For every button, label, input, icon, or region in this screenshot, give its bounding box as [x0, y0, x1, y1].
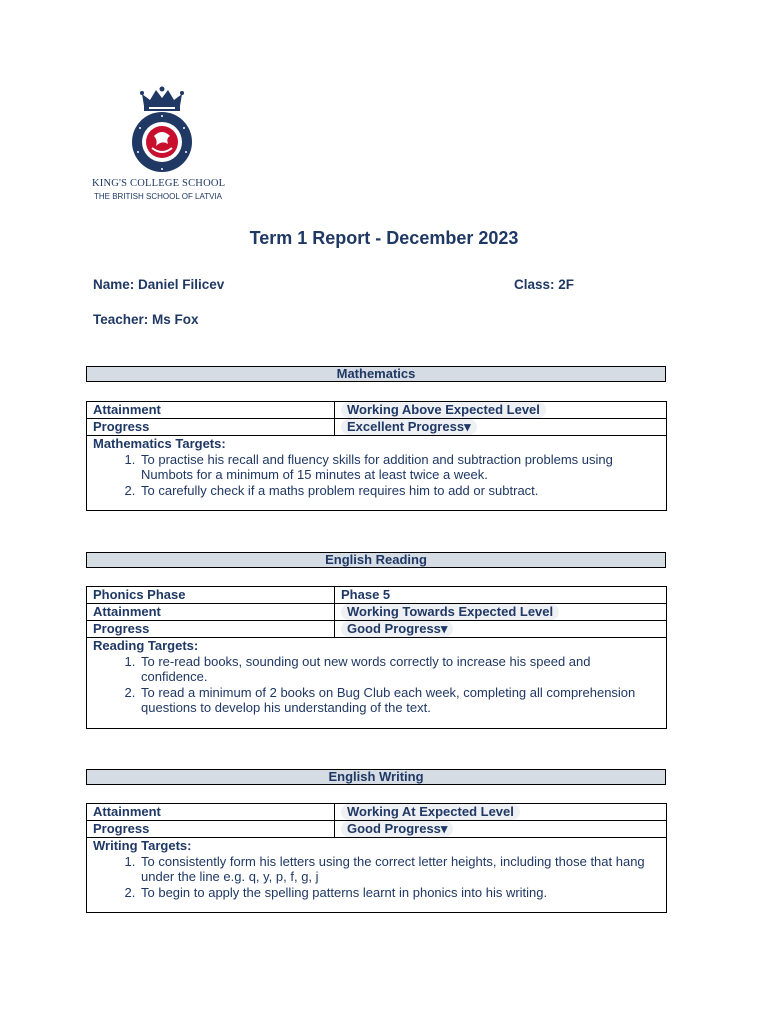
phonics-value: Phase 5	[335, 587, 667, 604]
attainment-value[interactable]: Working Above Expected Level	[341, 402, 546, 418]
dropdown-arrow-icon: ▾	[440, 621, 448, 636]
school-name: KING'S COLLEGE SCHOOL	[92, 178, 226, 189]
list-item: 2. To carefully check if a maths problem requires him to add or subtract.	[139, 483, 660, 499]
attainment-label: Attainment	[87, 804, 335, 821]
reading-heading: English Reading	[86, 552, 666, 568]
writing-table	[86, 803, 667, 913]
targets-heading: Reading Targets:	[93, 638, 199, 653]
progress-value: Good Progress	[347, 621, 441, 636]
progress-dropdown[interactable]	[341, 821, 453, 837]
progress-label: Progress	[87, 821, 335, 838]
phonics-label: Phonics Phase	[87, 587, 335, 604]
targets-list	[93, 452, 660, 499]
school-subtitle: THE BRITISH SCHOOL OF LATVIA	[94, 192, 223, 201]
attainment-cell	[335, 604, 667, 621]
table-row	[87, 587, 667, 604]
progress-value: Excellent Progress	[347, 419, 465, 434]
progress-dropdown[interactable]	[341, 621, 453, 637]
student-class: Class: 2F	[514, 277, 575, 292]
crest-icon	[92, 86, 232, 178]
progress-cell	[335, 821, 667, 838]
table-row	[87, 621, 667, 638]
attainment-value[interactable]: Working Towards Expected Level	[341, 604, 559, 620]
list-item: 2. To begin to apply the spelling patterns learnt in phonics into his writing.	[139, 885, 660, 901]
reading-table	[86, 586, 667, 729]
writing-heading: English Writing	[86, 769, 666, 785]
table-row	[87, 402, 667, 419]
targets-heading: Mathematics Targets:	[93, 436, 226, 451]
table-row	[87, 804, 667, 821]
list-item: 1. To consistently form his letters using the correct letter heights, including those that hang under the line e.g. q, y, p, f, g, j	[139, 854, 660, 885]
targets-list	[93, 854, 660, 901]
attainment-label: Attainment	[87, 402, 335, 419]
mathematics-table	[86, 401, 667, 511]
progress-cell	[335, 621, 667, 638]
attainment-label: Attainment	[87, 604, 335, 621]
targets-list	[93, 654, 660, 716]
targets-cell	[87, 638, 667, 729]
progress-label: Progress	[87, 419, 335, 436]
report-title: Term 1 Report - December 2023	[249, 228, 519, 248]
table-row	[87, 638, 667, 729]
student-name: Name: Daniel Filicev	[93, 277, 225, 292]
table-row	[87, 821, 667, 838]
progress-value: Good Progress	[347, 821, 441, 836]
table-row	[87, 838, 667, 913]
teacher-name: Teacher: Ms Fox	[93, 312, 199, 327]
progress-dropdown[interactable]	[341, 419, 477, 435]
table-row	[87, 604, 667, 621]
progress-cell	[335, 419, 667, 436]
table-row	[87, 436, 667, 511]
targets-heading: Writing Targets:	[93, 838, 192, 853]
list-item: 1. To practise his recall and fluency skills for addition and subtraction problems using Numbots for a minimum of 15 minutes at least twice a week.	[139, 452, 660, 483]
attainment-cell	[335, 804, 667, 821]
school-logo	[92, 86, 232, 206]
dropdown-arrow-icon: ▾	[464, 419, 471, 434]
attainment-cell	[335, 402, 667, 419]
targets-cell	[87, 436, 667, 511]
mathematics-heading: Mathematics	[86, 366, 666, 382]
dropdown-arrow-icon: ▾	[440, 821, 448, 836]
progress-label: Progress	[87, 621, 335, 638]
list-item: 1. To re-read books, sounding out new words correctly to increase his speed and confidence.	[139, 654, 660, 685]
attainment-value[interactable]: Working At Expected Level	[341, 804, 520, 820]
targets-cell	[87, 838, 667, 913]
list-item: 2. To read a minimum of 2 books on Bug Club each week, completing all comprehension questions to develop his understanding of the text.	[139, 685, 660, 716]
table-row	[87, 419, 667, 436]
